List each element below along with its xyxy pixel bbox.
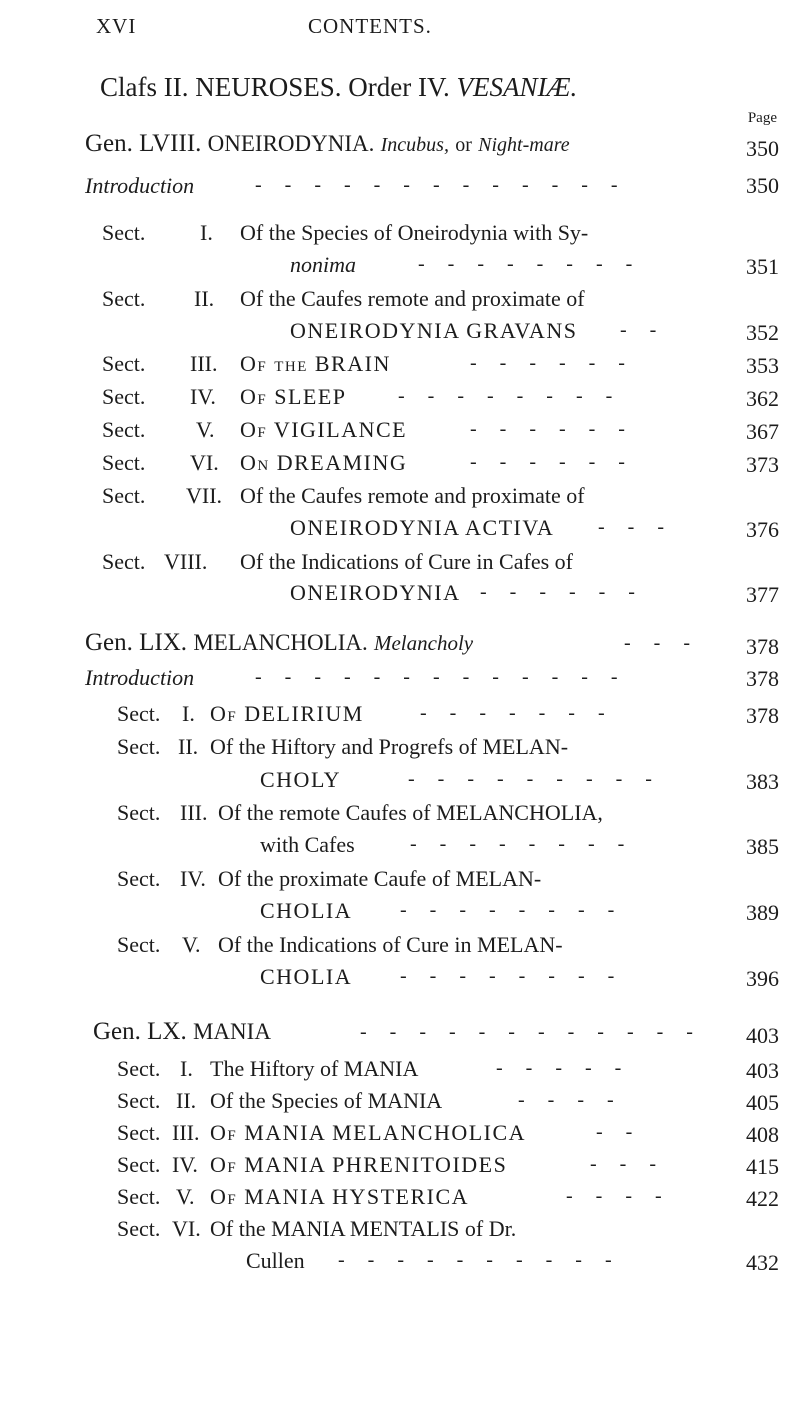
sect-title: Of VIGILANCE bbox=[240, 417, 408, 442]
sect-roman: V. bbox=[176, 1184, 195, 1209]
page-number: 378 bbox=[746, 703, 779, 728]
sect-roman: I. bbox=[180, 1056, 193, 1081]
page-number: 353 bbox=[746, 353, 779, 378]
sect-num: Sect. bbox=[117, 734, 161, 759]
leader-dots: - - - bbox=[590, 1153, 665, 1175]
leader-dots: - - - - - - bbox=[470, 352, 634, 374]
sect-num: Sect. bbox=[117, 701, 161, 726]
sect-num: Sect. bbox=[117, 1088, 161, 1113]
sect-roman: I. bbox=[182, 701, 195, 726]
page-number: 351 bbox=[746, 254, 779, 279]
sect-roman: V. bbox=[196, 417, 215, 442]
sect-num: Sect. bbox=[102, 220, 146, 245]
sect-title: Of the BRAIN bbox=[240, 351, 391, 376]
page-number: 350 bbox=[746, 173, 779, 198]
sect-title bbox=[210, 1216, 516, 1242]
sect-num: Sect. bbox=[102, 417, 146, 442]
running-head-roman: XVI bbox=[96, 14, 137, 38]
sect-num: Sect. bbox=[117, 1184, 161, 1209]
sect-num: Sect. bbox=[102, 286, 146, 311]
leader-dots: - - - - - - - - bbox=[418, 253, 642, 275]
sect-num: Sect. bbox=[102, 384, 146, 409]
genus-heading-lx bbox=[93, 1018, 271, 1046]
leader-dots: - - - - bbox=[518, 1089, 623, 1111]
sect-title: Of the Species of MANIA bbox=[210, 1088, 443, 1113]
genus-synonym: Melancholy bbox=[373, 631, 474, 655]
sect-title: On DREAMING bbox=[240, 450, 408, 475]
page-number: 405 bbox=[746, 1090, 779, 1115]
leader-dots: - - - - bbox=[566, 1185, 671, 1207]
sect-title: Of the proximate Caufe of MELAN- bbox=[218, 866, 542, 891]
genus-label: Gen. LX. bbox=[93, 1018, 187, 1045]
leader-dots: - - - - - - - bbox=[420, 702, 614, 724]
sect-roman: II. bbox=[176, 1088, 197, 1113]
sect-roman: III. bbox=[180, 800, 208, 825]
page-number: 362 bbox=[746, 386, 779, 411]
sect-title: Of the Indications of Cure in MELAN- bbox=[218, 932, 563, 957]
class-heading-prefix: Clafs II. NEUROSES. Order IV. bbox=[100, 72, 450, 102]
intro-label: Introduction bbox=[85, 173, 195, 198]
leader-dots: - - - - - - - - - - - - - bbox=[255, 666, 627, 688]
leader-dots: - - - - - - bbox=[470, 451, 634, 473]
leader-dots: - - bbox=[620, 319, 666, 341]
page-number: 352 bbox=[746, 320, 779, 345]
genus-label: Gen. LIX. bbox=[85, 629, 188, 656]
sect-num: Sect. bbox=[117, 1056, 161, 1081]
sect-num: Sect. bbox=[102, 483, 146, 508]
sect-num: Sect. bbox=[102, 549, 146, 574]
sect-title-cont: with Cafes bbox=[260, 832, 355, 857]
leader-dots: - - - - - - - - - bbox=[408, 768, 661, 790]
sect-num: Sect. bbox=[102, 450, 146, 475]
sect-title: Of MANIA MELANCHOLICA bbox=[210, 1120, 527, 1145]
sect-title-cont: ONEIRODYNIA GRAVANS bbox=[290, 318, 578, 343]
sect-title-cont: ONEIRODYNIA ACTIVA bbox=[290, 515, 555, 540]
leader-dots: - - - - - - bbox=[470, 418, 634, 440]
page-number: 385 bbox=[746, 834, 779, 859]
page-number: 422 bbox=[746, 1186, 779, 1211]
sect-title: Of the Indications of Cure in Cafes of bbox=[240, 549, 573, 574]
sect-title: Of the Caufes remote and proximate of bbox=[240, 483, 585, 508]
sect-title-cont: CHOLY bbox=[260, 767, 342, 792]
leader-dots: - - - - - - bbox=[480, 581, 644, 603]
sect-roman: VIII. bbox=[164, 549, 208, 574]
sect-title: Of MANIA HYSTERICA bbox=[210, 1184, 470, 1209]
page-number: 403 bbox=[746, 1058, 779, 1083]
sect-title-cont: ONEIRODYNIA bbox=[290, 580, 461, 605]
leader-dots: - - - bbox=[624, 632, 699, 654]
page-number: 367 bbox=[746, 419, 779, 444]
genus-name: MELANCHOLIA. bbox=[193, 630, 368, 655]
genus-synonym-or: or bbox=[455, 134, 472, 156]
page-number: 396 bbox=[746, 966, 779, 991]
sect-title: Of the Caufes remote and proximate of bbox=[240, 286, 585, 311]
sect-roman: IV. bbox=[180, 866, 206, 891]
sect-title-text: Of the MANIA MENTALIS of Dr. bbox=[210, 1216, 517, 1241]
sect-title-cont: CHOLIA bbox=[260, 898, 353, 923]
genus-name: ONEIRODYNIA. bbox=[207, 131, 375, 156]
sect-roman: II. bbox=[178, 734, 199, 759]
page-number: 432 bbox=[746, 1250, 779, 1275]
sect-num: Sect. bbox=[117, 1152, 161, 1177]
class-heading-italic: VESANIÆ. bbox=[456, 72, 578, 102]
leader-dots: - - - bbox=[598, 516, 673, 538]
sect-num: Sect. bbox=[117, 866, 161, 891]
page-column-header: Page bbox=[747, 110, 777, 126]
sect-title: Of the Species of Oneirodynia with Sy- bbox=[240, 220, 589, 245]
leader-dots: - - - - - bbox=[496, 1057, 631, 1079]
sect-num: Sect. bbox=[117, 1120, 161, 1145]
sect-title: Of MANIA PHRENITOIDES bbox=[210, 1152, 508, 1177]
sect-title-cont: Cullen bbox=[246, 1248, 305, 1273]
intro-label: Introduction bbox=[85, 665, 195, 690]
sect-roman: VII. bbox=[186, 483, 223, 508]
sect-roman: III. bbox=[190, 351, 218, 376]
page-number: 377 bbox=[746, 582, 779, 607]
genus-heading-lix bbox=[85, 629, 473, 657]
page-number: 415 bbox=[746, 1154, 779, 1179]
leader-dots: - - - - - - - - bbox=[398, 385, 622, 407]
sect-title: Of SLEEP bbox=[240, 384, 347, 409]
sect-title-cont: CHOLIA bbox=[260, 964, 353, 989]
page-number: 373 bbox=[746, 452, 779, 477]
page-number: 376 bbox=[746, 517, 779, 542]
page-number: 378 bbox=[746, 666, 779, 691]
sect-roman: I. bbox=[200, 220, 213, 245]
genus-synonym-prefix: Incubus, bbox=[380, 134, 449, 156]
genus-name: MANIA bbox=[192, 1019, 271, 1044]
leader-dots: - - bbox=[596, 1121, 642, 1143]
sect-num: Sect. bbox=[117, 1216, 161, 1241]
sect-roman: IV. bbox=[190, 384, 216, 409]
leader-dots: - - - - - - - - bbox=[400, 965, 624, 987]
page-number: 383 bbox=[746, 769, 779, 794]
page-number: 350 bbox=[746, 136, 779, 161]
sect-title: Of DELIRIUM bbox=[210, 701, 364, 726]
page-number: 378 bbox=[746, 634, 779, 659]
leader-dots: - - - - - - - - bbox=[400, 899, 624, 921]
sect-roman: VI. bbox=[190, 450, 219, 475]
sect-title: Of the Hiftory and Progrefs of MELAN- bbox=[210, 734, 569, 759]
sect-title-cont: nonima bbox=[290, 252, 356, 277]
sect-roman: VI. bbox=[172, 1216, 201, 1241]
genus-heading-lviii bbox=[85, 130, 570, 158]
leader-dots: - - - - - - - - - - bbox=[338, 1249, 621, 1271]
genus-synonym: Night-mare bbox=[478, 134, 570, 156]
sect-num: Sect. bbox=[117, 800, 161, 825]
running-head-title: CONTENTS. bbox=[308, 14, 432, 38]
leader-dots: - - - - - - - - bbox=[410, 833, 634, 855]
sect-title: The Hiftory of MANIA bbox=[210, 1056, 419, 1081]
class-heading bbox=[100, 72, 577, 103]
sect-title: Of the remote Caufes of MELANCHOLIA, bbox=[218, 800, 603, 825]
page-number: 389 bbox=[746, 900, 779, 925]
genus-label: Gen. LVIII. bbox=[85, 130, 202, 157]
sect-roman: II. bbox=[194, 286, 215, 311]
sect-num: Sect. bbox=[117, 932, 161, 957]
leader-dots: - - - - - - - - - - - - bbox=[360, 1021, 702, 1043]
sect-roman: III. bbox=[172, 1120, 200, 1145]
sect-roman: V. bbox=[182, 932, 201, 957]
sect-roman: IV. bbox=[172, 1152, 198, 1177]
leader-dots: - - - - - - - - - - - - - bbox=[255, 174, 627, 196]
page-number: 403 bbox=[746, 1023, 779, 1048]
sect-num: Sect. bbox=[102, 351, 146, 376]
page-number: 408 bbox=[746, 1122, 779, 1147]
